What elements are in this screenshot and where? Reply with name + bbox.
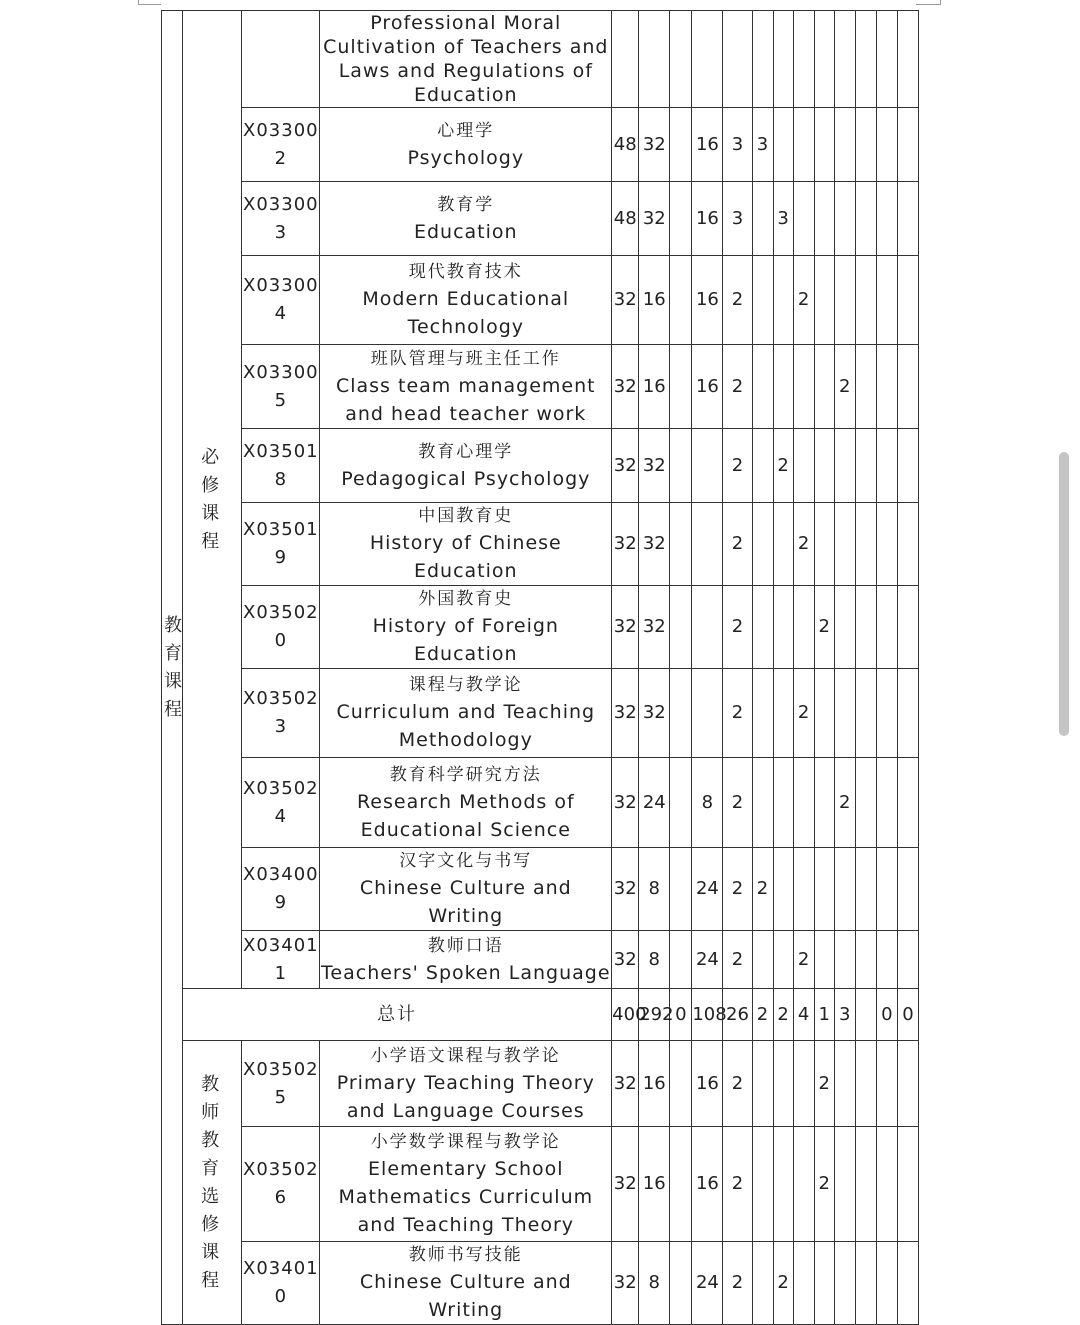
value-cell <box>897 848 918 931</box>
course-code-cell <box>242 586 320 669</box>
course-name-cell <box>320 1127 612 1242</box>
value-cell <box>876 1242 897 1325</box>
value-cell <box>752 669 773 758</box>
value-cell: 2 <box>814 586 834 669</box>
value-cell: 16 <box>639 345 670 429</box>
course-code: X035019 <box>243 519 319 568</box>
value-cell <box>814 848 834 931</box>
table-row <box>162 256 919 345</box>
value-cell: 3 <box>752 108 773 182</box>
category-label: 教育课程 <box>164 614 183 720</box>
course-name-en: Class team management and head teacher work <box>335 374 596 425</box>
value-cell <box>876 758 897 848</box>
table-row <box>162 758 919 848</box>
value-cell <box>752 182 773 256</box>
course-code-cell <box>242 848 320 931</box>
value-cell <box>897 1127 918 1242</box>
value-cell: 3 <box>773 182 793 256</box>
value-cell <box>834 108 855 182</box>
course-name-cell <box>320 1242 612 1325</box>
value-cell <box>876 345 897 429</box>
value-cell <box>897 1242 918 1325</box>
value-cell <box>897 586 918 669</box>
course-code: X034009 <box>243 864 319 913</box>
total-value-cell: 0 <box>876 989 897 1041</box>
value-cell <box>670 669 692 758</box>
value-cell: 8 <box>639 931 670 989</box>
value-cell <box>834 182 855 256</box>
value-cell: 3 <box>723 182 752 256</box>
course-name-cn: 心理学 <box>437 120 495 141</box>
value-cell: 2 <box>773 1242 793 1325</box>
course-code-cell <box>242 1041 320 1127</box>
course-name-en: Pedagogical Psychology <box>341 467 591 490</box>
course-code-cell <box>242 758 320 848</box>
value-cell <box>773 503 793 586</box>
course-name-cn: 教育心理学 <box>418 441 514 462</box>
value-cell <box>876 108 897 182</box>
value-cell: 2 <box>723 503 752 586</box>
course-name-cn: 课程与教学论 <box>408 675 523 695</box>
table-row <box>162 1127 919 1242</box>
course-code: X035023 <box>243 688 319 737</box>
value-cell <box>876 848 897 931</box>
course-code-cell <box>242 669 320 758</box>
total-value-cell: 2 <box>752 989 773 1041</box>
value-cell: 32 <box>612 429 639 503</box>
course-name-en: Chinese Culture and Writing <box>359 1271 572 1321</box>
course-name-cell <box>320 931 612 989</box>
value-cell <box>855 503 876 586</box>
value-cell: 32 <box>612 586 639 669</box>
course-code: X033004 <box>243 275 319 324</box>
total-value-cell: 0 <box>670 989 692 1041</box>
value-cell: 32 <box>612 669 639 758</box>
value-cell: 16 <box>692 345 723 429</box>
value-cell <box>814 758 834 848</box>
course-name-cell <box>320 182 612 256</box>
course-name-en: Elementary School Mathematics Curriculum and Teaching Theory <box>338 1158 594 1236</box>
value-cell <box>793 1041 814 1127</box>
value-cell <box>814 503 834 586</box>
total-value-cell: 108 <box>692 989 723 1041</box>
value-cell <box>814 345 834 429</box>
page-corner-mark-left <box>138 0 161 5</box>
value-cell: 2 <box>723 1127 752 1242</box>
page-corner-mark-right <box>916 0 941 5</box>
value-cell: 16 <box>692 108 723 182</box>
value-cell <box>814 931 834 989</box>
value-cell <box>876 586 897 669</box>
value-cell <box>897 429 918 503</box>
course-name-en: Teachers' Spoken Language <box>321 961 611 984</box>
value-cell: 32 <box>639 429 670 503</box>
course-name-cn: 教师书写技能 <box>408 1245 523 1265</box>
value-cell: 32 <box>612 1127 639 1242</box>
value-cell <box>876 503 897 586</box>
value-cell: 8 <box>639 1242 670 1325</box>
value-cell <box>752 1041 773 1127</box>
value-cell <box>670 1041 692 1127</box>
value-cell: 32 <box>612 931 639 989</box>
course-code-cell <box>242 429 320 503</box>
value-cell <box>834 586 855 669</box>
value-cell <box>793 182 814 256</box>
value-cell <box>793 108 814 182</box>
course-name-cell <box>320 848 612 931</box>
course-code: X035026 <box>243 1159 319 1208</box>
scrollbar-thumb[interactable] <box>1059 452 1069 736</box>
course-code: X034010 <box>243 1258 319 1307</box>
total-value-cell: 400 <box>612 989 639 1041</box>
course-name-cn: 中国教育史 <box>418 506 514 526</box>
value-cell: 2 <box>814 1127 834 1242</box>
section-label-required: 必修课程 <box>201 446 224 552</box>
value-cell <box>834 1242 855 1325</box>
value-cell: 2 <box>793 503 814 586</box>
total-row <box>162 989 919 1041</box>
table-row <box>162 931 919 989</box>
value-cell: 3 <box>723 108 752 182</box>
value-cell <box>834 429 855 503</box>
course-name-cell <box>320 758 612 848</box>
value-cell: 48 <box>612 108 639 182</box>
course-code: X035020 <box>243 602 319 651</box>
course-name-cn: 小学数学课程与教学论 <box>370 1132 561 1152</box>
value-cell <box>897 758 918 848</box>
table-row <box>162 1242 919 1325</box>
course-code: X033003 <box>243 193 319 243</box>
value-cell: 8 <box>692 758 723 848</box>
total-label: 总计 <box>183 989 612 1041</box>
value-cell: 32 <box>639 182 670 256</box>
value-cell: 32 <box>612 848 639 931</box>
value-cell: 48 <box>612 182 639 256</box>
value-cell <box>897 182 918 256</box>
value-cell: 8 <box>639 848 670 931</box>
value-cell <box>834 256 855 345</box>
value-cell: 16 <box>692 256 723 345</box>
value-cell <box>773 586 793 669</box>
value-cell: 2 <box>793 256 814 345</box>
value-cell <box>752 429 773 503</box>
value-cell <box>793 758 814 848</box>
value-cell <box>897 669 918 758</box>
value-cell <box>855 429 876 503</box>
curriculum-table <box>161 10 919 1325</box>
course-name-cn: 教育科学研究方法 <box>389 764 542 785</box>
course-name-cn: 外国教育史 <box>418 589 514 609</box>
value-cell <box>773 758 793 848</box>
course-code-cell <box>242 1127 320 1242</box>
course-name-cell <box>320 345 612 429</box>
value-cell: 24 <box>692 931 723 989</box>
value-cell: 32 <box>612 256 639 345</box>
value-cell: 2 <box>793 669 814 758</box>
value-cell <box>834 1127 855 1242</box>
table-row <box>162 11 919 108</box>
value-cell: 2 <box>723 345 752 429</box>
value-cell: 2 <box>723 256 752 345</box>
course-name-cn: 班队管理与班主任工作 <box>370 348 561 369</box>
course-code-cell <box>242 256 320 345</box>
value-cell <box>773 669 793 758</box>
value-cell <box>793 586 814 669</box>
value-cell: 32 <box>612 1242 639 1325</box>
value-cell <box>670 503 692 586</box>
table-row <box>162 182 919 256</box>
course-name-en: Modern Educational Technology <box>362 288 570 338</box>
value-cell <box>855 256 876 345</box>
value-cell: 16 <box>639 1127 670 1242</box>
value-cell <box>752 586 773 669</box>
value-cell <box>670 586 692 669</box>
value-cell <box>814 108 834 182</box>
course-name-en: Research Methods of Educational Science <box>356 790 575 841</box>
value-cell: 32 <box>639 586 670 669</box>
value-cell <box>752 931 773 989</box>
value-cell <box>876 429 897 503</box>
value-cell <box>670 758 692 848</box>
course-name-cell <box>320 256 612 345</box>
value-cell: 2 <box>723 1041 752 1127</box>
value-cell <box>855 669 876 758</box>
course-code <box>242 11 320 108</box>
value-cell <box>670 1242 692 1325</box>
value-cell <box>814 182 834 256</box>
value-cell <box>876 931 897 989</box>
value-cell <box>670 182 692 256</box>
total-value-cell: 0 <box>897 989 918 1041</box>
course-name <box>320 11 612 108</box>
value-cell <box>773 108 793 182</box>
value-cell <box>670 256 692 345</box>
value-cell: 32 <box>612 503 639 586</box>
value-cell: 16 <box>639 256 670 345</box>
value-cell: 2 <box>834 758 855 848</box>
value-cell <box>670 931 692 989</box>
course-code: X035018 <box>243 440 319 490</box>
value-cell: 2 <box>752 848 773 931</box>
section-cell-required <box>183 11 242 989</box>
value-cell <box>814 256 834 345</box>
table-row <box>162 503 919 586</box>
value-cell <box>876 182 897 256</box>
value-cell <box>855 108 876 182</box>
course-code: X033002 <box>243 119 319 169</box>
value-cell <box>752 1127 773 1242</box>
value-cell <box>773 256 793 345</box>
value-cell <box>773 931 793 989</box>
value-cell <box>834 1041 855 1127</box>
total-value-cell: 3 <box>834 989 855 1041</box>
total-value-cell: 2 <box>773 989 793 1041</box>
value-cell <box>752 256 773 345</box>
value-cell: 16 <box>692 182 723 256</box>
value-cell: 32 <box>612 345 639 429</box>
course-name-en: Education <box>413 220 518 243</box>
course-code-cell <box>242 1242 320 1325</box>
value-cell <box>897 931 918 989</box>
course-name-cn: 小学语文课程与教学论 <box>370 1045 561 1066</box>
value-cell <box>670 108 692 182</box>
value-cell: 32 <box>639 669 670 758</box>
value-cell: 2 <box>834 345 855 429</box>
value-cell: 16 <box>692 1127 723 1242</box>
value-cell <box>670 345 692 429</box>
value-cell <box>834 669 855 758</box>
value-cell: 2 <box>814 1041 834 1127</box>
section-cell-elective <box>183 1041 242 1325</box>
value-cell <box>670 848 692 931</box>
value-cell <box>773 1127 793 1242</box>
total-value-cell: 292 <box>639 989 670 1041</box>
course-name-cn: 现代教育技术 <box>408 262 523 282</box>
value-cell <box>855 586 876 669</box>
value-cell <box>773 345 793 429</box>
table-row <box>162 586 919 669</box>
course-name-cell <box>320 669 612 758</box>
value-cell <box>793 429 814 503</box>
value-cell <box>752 345 773 429</box>
value-cell <box>793 1127 814 1242</box>
value-cell: 16 <box>692 1041 723 1127</box>
table-row <box>162 108 919 182</box>
value-cell: 32 <box>639 108 670 182</box>
course-code-cell <box>242 345 320 429</box>
course-name-en: Professional Moral Cultivation of Teachers and Laws and Regulations of Education <box>323 12 609 106</box>
course-name-cell <box>320 1041 612 1127</box>
course-name-en: History of Chinese Education <box>369 532 562 582</box>
value-cell <box>897 108 918 182</box>
course-code: X034011 <box>243 934 319 984</box>
course-code: X033005 <box>243 361 319 411</box>
value-cell <box>855 931 876 989</box>
value-cell <box>834 931 855 989</box>
course-name-en: Curriculum and Teaching Methodology <box>336 701 596 751</box>
value-cell <box>793 1242 814 1325</box>
value-cell: 24 <box>692 1242 723 1325</box>
table-row <box>162 429 919 503</box>
total-value-cell: 26 <box>723 989 752 1041</box>
course-name-cell <box>320 429 612 503</box>
value-cell <box>876 256 897 345</box>
total-value-cell: 1 <box>814 989 834 1041</box>
value-cell <box>692 669 723 758</box>
value-cell <box>897 256 918 345</box>
value-cell <box>855 848 876 931</box>
value-cell <box>834 848 855 931</box>
value-cell <box>773 848 793 931</box>
value-cell: 2 <box>773 429 793 503</box>
value-cell <box>793 848 814 931</box>
total-value-cell <box>855 989 876 1041</box>
value-cell <box>814 669 834 758</box>
value-cell: 2 <box>723 931 752 989</box>
value-cell <box>855 182 876 256</box>
value-cell <box>876 669 897 758</box>
value-cell: 32 <box>612 758 639 848</box>
value-cell <box>834 503 855 586</box>
value-cell <box>814 429 834 503</box>
value-cell <box>670 1127 692 1242</box>
value-cell <box>876 1041 897 1127</box>
value-cell <box>897 1041 918 1127</box>
value-cell <box>897 345 918 429</box>
section-label-elective: 教师教育选修课程 <box>201 1073 224 1291</box>
course-code-cell <box>242 931 320 989</box>
category-cell <box>162 11 183 1325</box>
value-cell: 2 <box>723 848 752 931</box>
value-cell: 32 <box>639 503 670 586</box>
course-name-en: Psychology <box>407 146 525 169</box>
value-cell: 2 <box>793 931 814 989</box>
value-cell <box>814 1242 834 1325</box>
course-name-cn: 教师口语 <box>427 935 504 956</box>
value-cell: 32 <box>612 1041 639 1127</box>
course-name-cell <box>320 503 612 586</box>
value-cell: 2 <box>723 586 752 669</box>
value-cell <box>855 1127 876 1242</box>
course-code-cell <box>242 503 320 586</box>
value-cell <box>876 1127 897 1242</box>
table-row <box>162 848 919 931</box>
value-cell: 24 <box>692 848 723 931</box>
value-cell <box>752 503 773 586</box>
value-cell <box>773 1041 793 1127</box>
value-cell: 24 <box>639 758 670 848</box>
value-cell <box>855 1041 876 1127</box>
value-cell <box>855 1242 876 1325</box>
total-value-cell: 4 <box>793 989 814 1041</box>
value-cell: 16 <box>639 1041 670 1127</box>
value-cell <box>752 1242 773 1325</box>
value-cell <box>692 429 723 503</box>
table-row <box>162 669 919 758</box>
table-row <box>162 345 919 429</box>
course-name-cell <box>320 108 612 182</box>
course-name-cn: 汉字文化与书写 <box>399 851 533 871</box>
course-code-cell <box>242 108 320 182</box>
value-cell <box>692 586 723 669</box>
course-code-cell <box>242 182 320 256</box>
table-row <box>162 1041 919 1127</box>
course-name-cell <box>320 586 612 669</box>
course-name-en: History of Foreign Education <box>372 615 559 665</box>
course-code: X035025 <box>243 1058 319 1108</box>
value-cell <box>692 503 723 586</box>
value-cell: 2 <box>723 669 752 758</box>
value-cell <box>793 345 814 429</box>
value-cell: 2 <box>723 1242 752 1325</box>
course-name-en: Chinese Culture and Writing <box>359 877 572 927</box>
value-cell <box>752 758 773 848</box>
value-cell <box>897 503 918 586</box>
value-cell <box>670 429 692 503</box>
course-code: X035024 <box>243 777 319 827</box>
value-cell: 2 <box>723 429 752 503</box>
value-cell <box>855 345 876 429</box>
course-name-cn: 教育学 <box>437 194 495 215</box>
value-cell: 2 <box>723 758 752 848</box>
course-name-en: Primary Teaching Theory and Language Courses <box>336 1071 595 1122</box>
value-cell <box>855 758 876 848</box>
